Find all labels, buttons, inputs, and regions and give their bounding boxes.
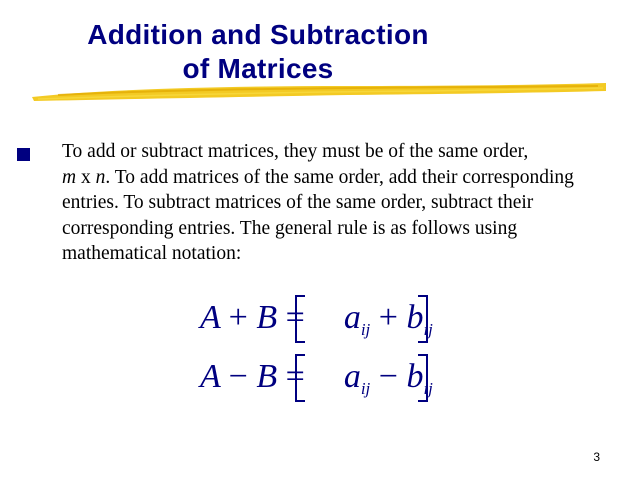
formula-var-A: A bbox=[200, 358, 221, 395]
formula1-right-bracket bbox=[418, 295, 428, 343]
formula-subtraction bbox=[200, 358, 433, 399]
formula-operator: − bbox=[228, 358, 248, 395]
formula-var-A: A bbox=[200, 299, 221, 336]
formula-var-a: a bbox=[343, 299, 361, 336]
formula-subscript-ij: ij bbox=[360, 320, 371, 339]
formula-operator-2: + bbox=[378, 299, 398, 336]
bullet-text-part2: . To add matrices of the same order, add their corresponding entries. To subtract matrices of the same order, subtract their corresponding entries. The general rule is as follows using mathematical notation: bbox=[62, 166, 574, 264]
formula-subscript-ij: ij bbox=[360, 379, 371, 398]
formula-addition bbox=[200, 299, 433, 340]
formula-equals: = bbox=[285, 299, 305, 336]
formula-operator-2: − bbox=[378, 358, 398, 395]
bullet-var-n: n bbox=[95, 166, 106, 188]
slide-title bbox=[58, 18, 458, 86]
formula-var-a: a bbox=[343, 358, 361, 395]
formula-subscript-ij-2: ij bbox=[423, 379, 433, 398]
bullet-text-part1: To add or subtract matrices, they must be of the same order, bbox=[62, 141, 529, 162]
formula2-right-bracket bbox=[418, 354, 428, 402]
formula-var-B: B bbox=[256, 358, 278, 395]
title-line-2: of Matrices bbox=[182, 53, 334, 84]
page-number: 3 bbox=[593, 450, 600, 464]
formula-var-b: b bbox=[406, 358, 424, 395]
title-highlight-stroke bbox=[28, 80, 610, 104]
formula-subscript-ij-2: ij bbox=[423, 320, 433, 339]
bullet-times: x bbox=[76, 166, 96, 188]
formula2-left-bracket bbox=[295, 354, 305, 402]
formula-var-b: b bbox=[406, 299, 424, 336]
formula-var-B: B bbox=[256, 299, 278, 336]
bullet-var-m: m bbox=[62, 166, 77, 188]
bullet-text bbox=[62, 139, 582, 267]
title-line-1: Addition and Subtraction bbox=[87, 19, 429, 50]
formula1-left-bracket bbox=[295, 295, 305, 343]
bullet-square-icon bbox=[17, 148, 30, 161]
formula-operator: + bbox=[228, 299, 248, 336]
formula-equals: = bbox=[285, 358, 305, 395]
